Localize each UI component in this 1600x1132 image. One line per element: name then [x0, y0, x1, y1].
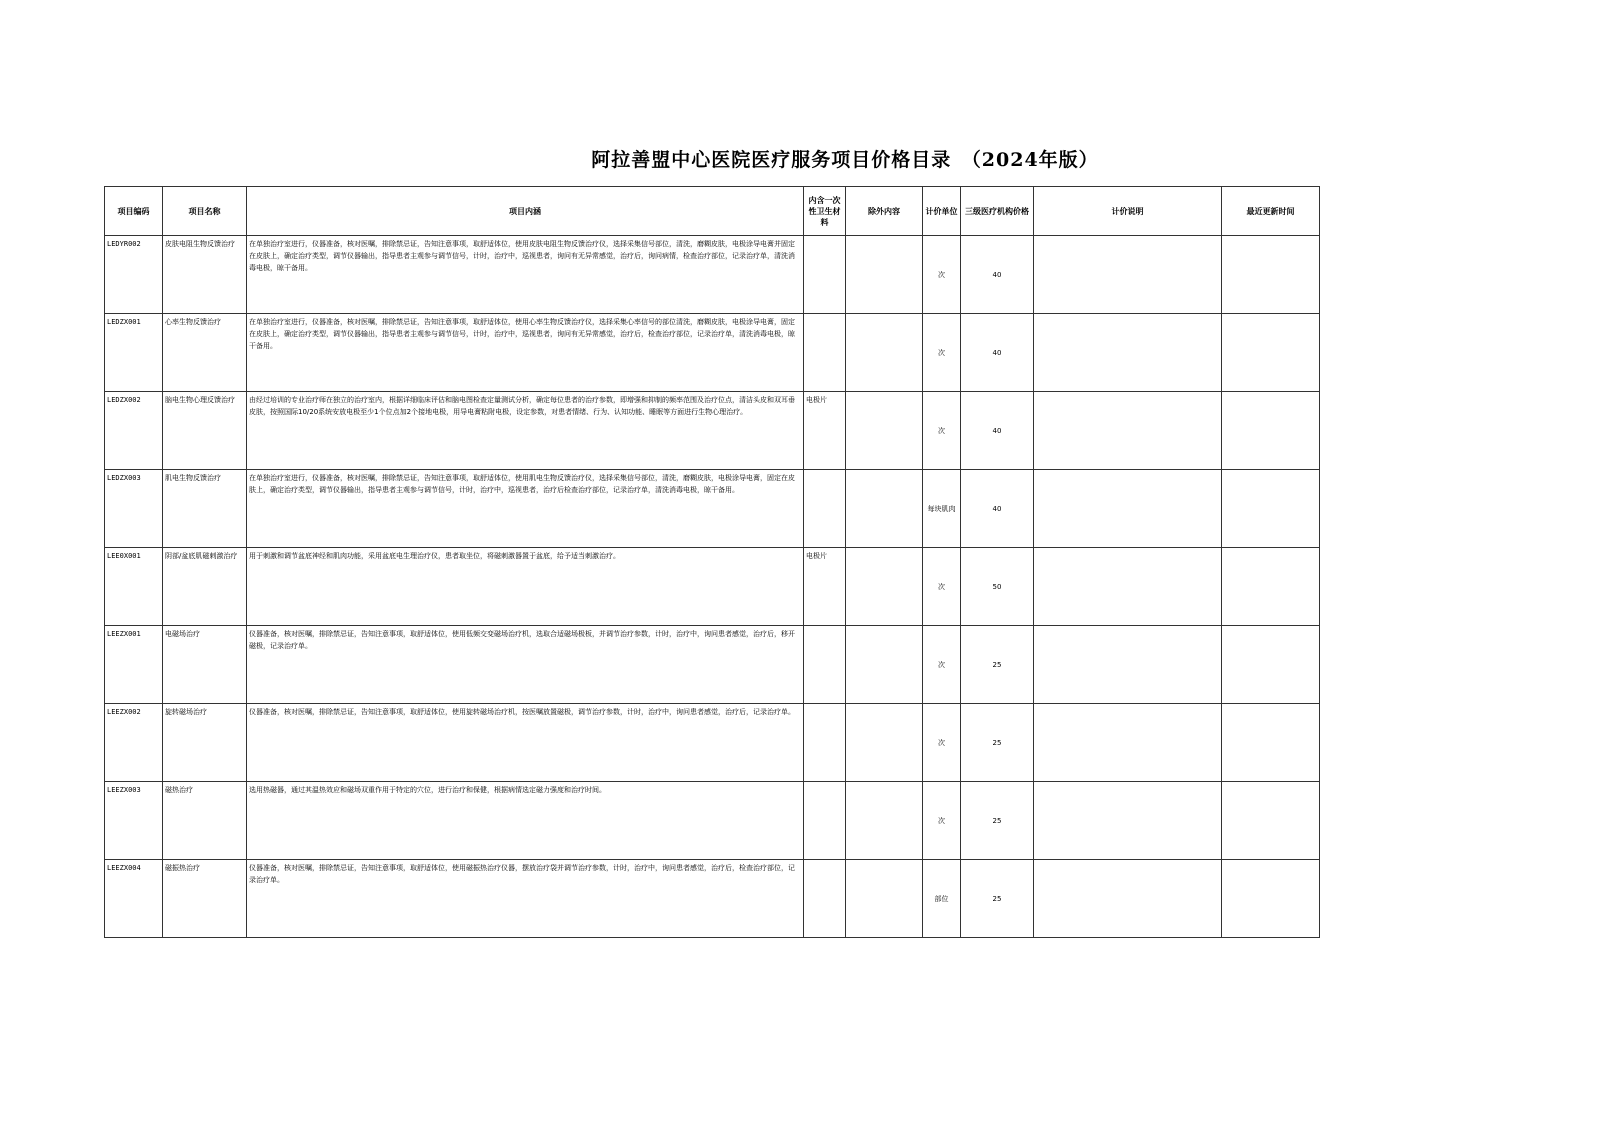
- cell-name: 磁振热治疗: [163, 860, 247, 938]
- cell-exclusions: [846, 470, 923, 548]
- table-row: [105, 782, 1320, 860]
- cell-exclusions: [846, 392, 923, 470]
- cell-notes: [1034, 860, 1222, 938]
- cell-unit: 次: [923, 236, 961, 314]
- cell-price: 25: [961, 860, 1034, 938]
- cell-exclusions: [846, 860, 923, 938]
- table-row: [105, 314, 1320, 392]
- cell-notes: [1034, 548, 1222, 626]
- header-exclusions: 除外内容: [846, 187, 923, 236]
- header-price: 三级医疗机构价格: [961, 187, 1034, 236]
- cell-content: 用于刺激和调节盆底神经和肌肉功能，采用盆底电生理治疗仪，患者取坐位，将磁刺激器置于盆底，给予适当刺激治疗。: [247, 548, 804, 626]
- cell-name: 皮肤电阻生物反馈治疗: [163, 236, 247, 314]
- cell-price: 40: [961, 236, 1034, 314]
- cell-content: 在单独治疗室进行，仪器准备，核对医嘱，排除禁忌证，告知注意事项，取舒适体位，使用肌电生物反馈治疗仪，选择采集信号部位，清洗，磨糊皮肤，电极涂导电膏，固定在皮肤上，确定治疗类型，调节仪器输出，指导患者主观参与调节信号，计时，治疗中，巡视患者，治疗后检查治疗部位，记录治疗单，清洗消毒电极，晾干备用。: [247, 470, 804, 548]
- cell-content: 在单独治疗室进行，仪器准备，核对医嘱，排除禁忌证，告知注意事项，取舒适体位，使用心率生物反馈治疗仪，选择采集心率信号的部位清洗，磨糊皮肤，电极涂导电膏，固定在皮肤上，确定治疗类型，调节仪器输出，指导患者主观参与调节信号，计时，治疗中，巡视患者，询问有无异常感觉，治疗后，检查治疗部位，记录治疗单，清洗消毒电极，晾干备用。: [247, 314, 804, 392]
- cell-unit: 次: [923, 392, 961, 470]
- header-content: 项目内涵: [247, 187, 804, 236]
- cell-content: 在单独治疗室进行，仪器准备，核对医嘱，排除禁忌证，告知注意事项，取舒适体位，使用皮肤电阻生物反馈治疗仪，选择采集信号部位，清洗，磨糊皮肤，电极涂导电膏并固定在皮肤上，确定治疗类型，调节仪器输出，指导患者主观参与调节信号，计时，治疗中，巡视患者，询问有无异常感觉，治疗后，询问病情，检查治疗部位，记录治疗单，清洗消毒电极，晾干备用。: [247, 236, 804, 314]
- cell-content: 选用热磁器，通过其温热效应和磁场双重作用于特定的穴位，进行治疗和保健，根据病情选定磁力强度和治疗时间。: [247, 782, 804, 860]
- cell-exclusions: [846, 314, 923, 392]
- cell-price: 40: [961, 470, 1034, 548]
- cell-notes: [1034, 704, 1222, 782]
- table-row: [105, 470, 1320, 548]
- cell-name: 旋转磁场治疗: [163, 704, 247, 782]
- cell-price: 40: [961, 314, 1034, 392]
- cell-updated: [1222, 704, 1320, 782]
- price-catalog-table: [104, 186, 1320, 938]
- cell-updated: [1222, 782, 1320, 860]
- cell-code: LEDZX001: [105, 314, 163, 392]
- document-title: 阿拉善盟中心医院医疗服务项目价格目录 （2024年版）: [591, 149, 1099, 171]
- cell-unit: 次: [923, 548, 961, 626]
- cell-price: 25: [961, 626, 1034, 704]
- cell-updated: [1222, 860, 1320, 938]
- cell-consumables: [804, 314, 846, 392]
- cell-content: 由经过培训的专业治疗师在独立的治疗室内，根据详细临床评估和脑电图检查定量测试分析，确定每位患者的治疗参数，即增强和抑制的频率范围及治疗位点，清洁头皮和双耳垂皮肤，按照国际10/20系统安放电极至少1个位点加2个接地电极，用导电膏粘附电极，设定参数，对患者情绪、行为、认知功能、睡眠等方面进行生物心理治疗。: [247, 392, 804, 470]
- header-row: [105, 187, 1320, 236]
- cell-notes: [1034, 314, 1222, 392]
- table-row: [105, 392, 1320, 470]
- cell-code: LEEZX002: [105, 704, 163, 782]
- cell-code: LEEZX004: [105, 860, 163, 938]
- cell-exclusions: [846, 236, 923, 314]
- cell-name: 电磁场治疗: [163, 626, 247, 704]
- cell-unit: 次: [923, 314, 961, 392]
- header-code: 项目编码: [105, 187, 163, 236]
- cell-consumables: [804, 704, 846, 782]
- cell-consumables: 电极片: [804, 392, 846, 470]
- cell-unit: 次: [923, 626, 961, 704]
- cell-code: LEDYR002: [105, 236, 163, 314]
- cell-code: LEDZX003: [105, 470, 163, 548]
- cell-updated: [1222, 236, 1320, 314]
- cell-updated: [1222, 548, 1320, 626]
- cell-name: 肌电生物反馈治疗: [163, 470, 247, 548]
- cell-consumables: [804, 782, 846, 860]
- cell-name: 脑电生物心理反馈治疗: [163, 392, 247, 470]
- cell-notes: [1034, 236, 1222, 314]
- table-row: [105, 860, 1320, 938]
- cell-consumables: [804, 236, 846, 314]
- cell-consumables: 电极片: [804, 548, 846, 626]
- table-row: [105, 704, 1320, 782]
- cell-updated: [1222, 392, 1320, 470]
- cell-consumables: [804, 860, 846, 938]
- cell-unit: 次: [923, 704, 961, 782]
- cell-notes: [1034, 782, 1222, 860]
- cell-content: 仪器准备，核对医嘱，排除禁忌证，告知注意事项，取舒适体位，使用磁振热治疗仪器，摆放治疗袋并调节治疗参数，计时，治疗中，询问患者感觉，治疗后，检查治疗部位，记录治疗单。: [247, 860, 804, 938]
- cell-exclusions: [846, 782, 923, 860]
- header-updated: 最近更新时间: [1222, 187, 1320, 236]
- table-row: [105, 236, 1320, 314]
- cell-updated: [1222, 314, 1320, 392]
- cell-updated: [1222, 470, 1320, 548]
- table-row: [105, 626, 1320, 704]
- cell-price: 25: [961, 704, 1034, 782]
- cell-notes: [1034, 470, 1222, 548]
- cell-updated: [1222, 626, 1320, 704]
- cell-unit: 部位: [923, 860, 961, 938]
- cell-unit: 次: [923, 782, 961, 860]
- cell-exclusions: [846, 704, 923, 782]
- cell-name: 阴部/盆底肌磁刺激治疗: [163, 548, 247, 626]
- cell-content: 仪器准备，核对医嘱，排除禁忌证，告知注意事项，取舒适体位，使用低频交变磁场治疗机，选取合适磁场极板，并调节治疗参数，计时，治疗中，询问患者感觉，治疗后，移开磁极，记录治疗单。: [247, 626, 804, 704]
- cell-content: 仪器准备，核对医嘱，排除禁忌证，告知注意事项，取舒适体位，使用旋转磁场治疗机，按医嘱放置磁极，调节治疗参数，计时，治疗中，询问患者感觉，治疗后，记录治疗单。: [247, 704, 804, 782]
- cell-exclusions: [846, 626, 923, 704]
- cell-price: 50: [961, 548, 1034, 626]
- cell-price: 25: [961, 782, 1034, 860]
- cell-consumables: [804, 626, 846, 704]
- cell-notes: [1034, 626, 1222, 704]
- cell-notes: [1034, 392, 1222, 470]
- cell-code: LEE0X001: [105, 548, 163, 626]
- cell-name: 心率生物反馈治疗: [163, 314, 247, 392]
- cell-code: LEDZX002: [105, 392, 163, 470]
- cell-exclusions: [846, 548, 923, 626]
- cell-unit: 每块肌肉: [923, 470, 961, 548]
- header-consumables: 内含一次性卫生材料: [804, 187, 846, 236]
- cell-price: 40: [961, 392, 1034, 470]
- cell-code: LEEZX001: [105, 626, 163, 704]
- cell-code: LEEZX003: [105, 782, 163, 860]
- table-row: [105, 548, 1320, 626]
- header-notes: 计价说明: [1034, 187, 1222, 236]
- header-unit: 计价单位: [923, 187, 961, 236]
- cell-consumables: [804, 470, 846, 548]
- cell-name: 磁热治疗: [163, 782, 247, 860]
- header-name: 项目名称: [163, 187, 247, 236]
